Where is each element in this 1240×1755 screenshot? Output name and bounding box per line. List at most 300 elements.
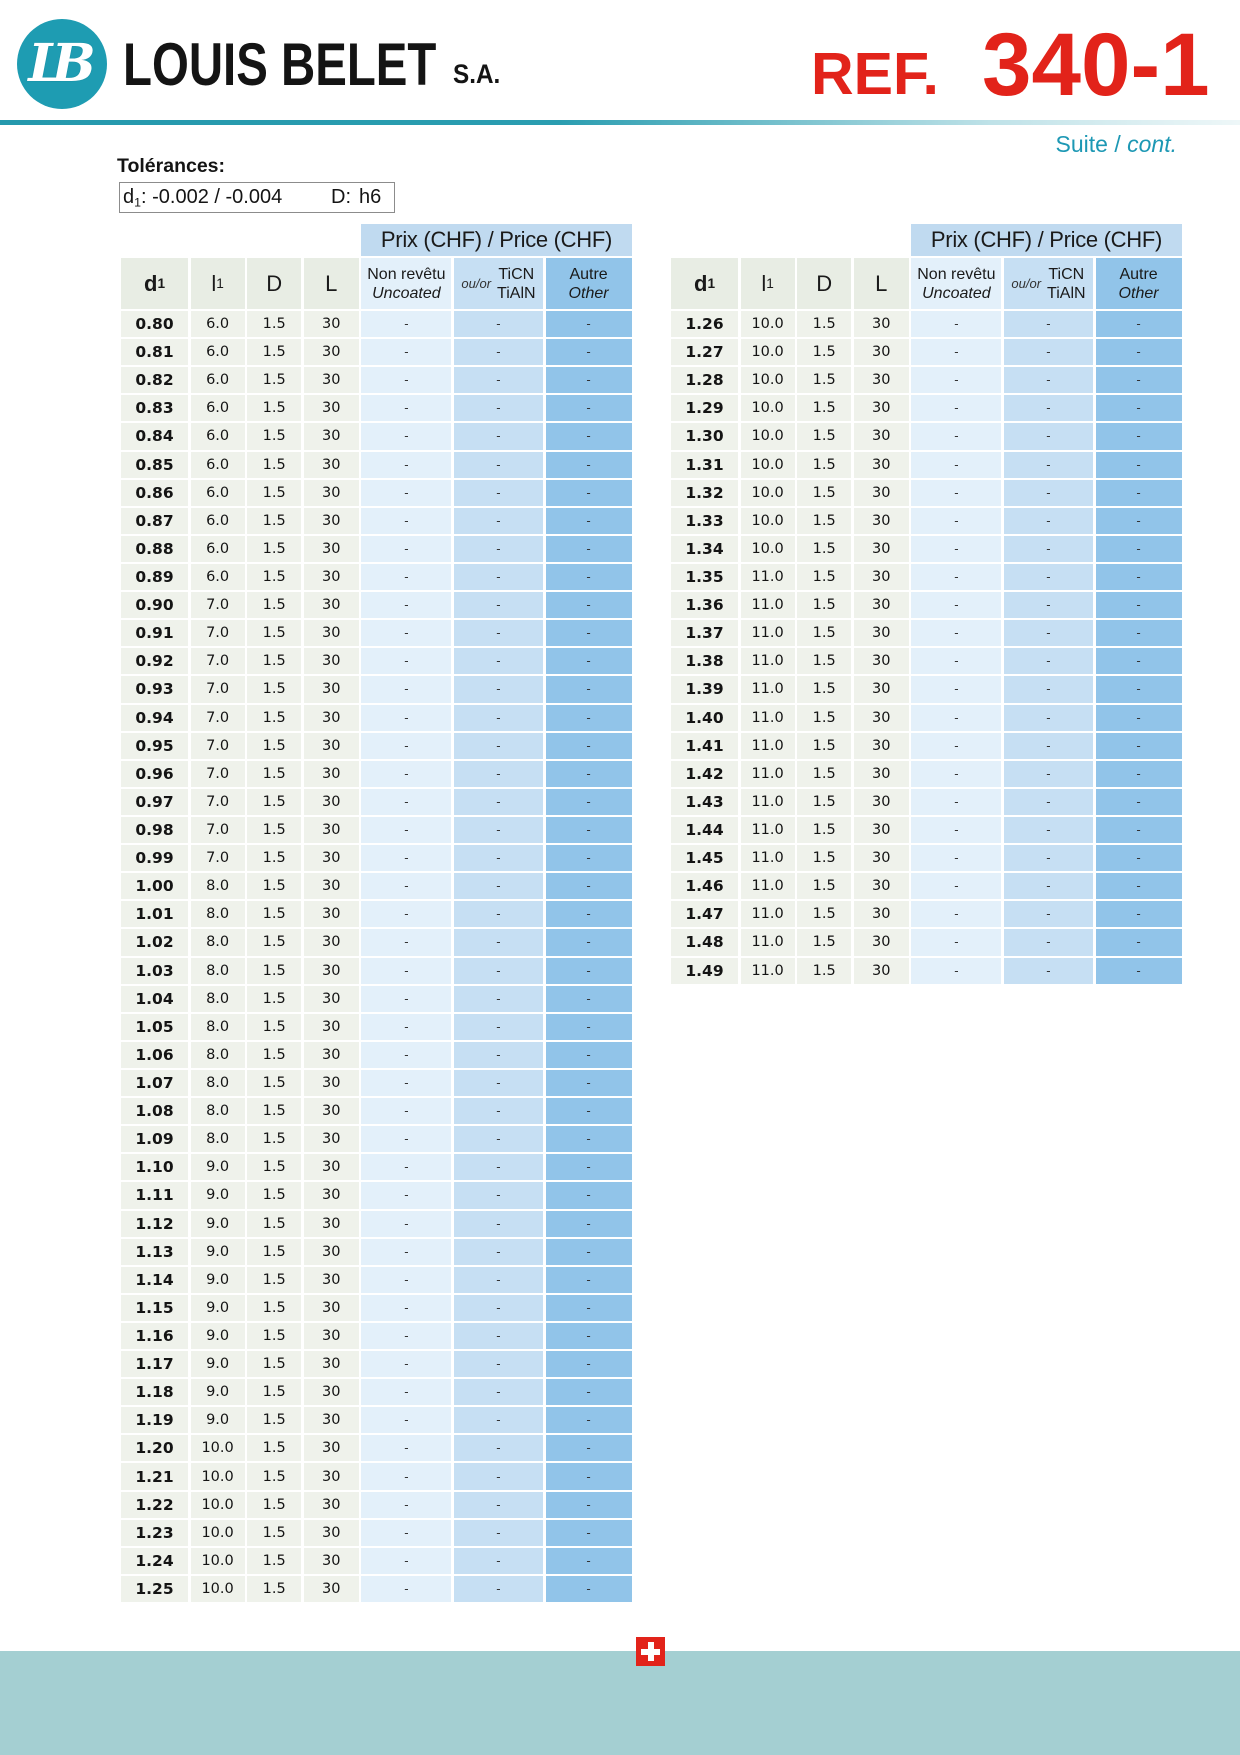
L-cell: 30 [304, 592, 359, 618]
L-cell: 30 [854, 536, 909, 562]
column-header-other [546, 258, 632, 309]
price-other-cell: - [1096, 592, 1182, 618]
price-other-cell: - [1096, 452, 1182, 478]
column-header-coated [454, 258, 543, 309]
table-row [671, 423, 1182, 449]
other-label-fr: Autre [1119, 265, 1158, 283]
table-row [121, 901, 632, 927]
price-uncoated-cell: - [361, 733, 451, 759]
price-other-cell: - [546, 311, 632, 337]
l1-cell: 8.0 [191, 1070, 245, 1096]
price-other-cell: - [546, 1239, 632, 1265]
L-cell: 30 [304, 1463, 359, 1489]
table-row [121, 564, 632, 590]
table-row [121, 1576, 632, 1602]
continuation-en: cont. [1127, 131, 1177, 157]
other-label-en: Other [1118, 284, 1159, 302]
price-other-cell: - [1096, 733, 1182, 759]
price-other-cell: - [546, 986, 632, 1012]
L-cell: 30 [304, 1267, 359, 1293]
table-row [121, 395, 632, 421]
L-cell: 30 [854, 452, 909, 478]
D-cell: 1.5 [247, 1407, 301, 1433]
L-cell: 30 [854, 845, 909, 871]
d1-cell: 1.37 [671, 620, 738, 646]
l1-cell: 7.0 [191, 761, 245, 787]
d1-cell: 1.23 [121, 1520, 188, 1546]
d1-cell: 1.30 [671, 423, 738, 449]
price-uncoated-cell: - [361, 1126, 451, 1152]
table-row [671, 564, 1182, 590]
table-row [121, 508, 632, 534]
l1-cell: 9.0 [191, 1323, 245, 1349]
price-uncoated-cell: - [361, 958, 451, 984]
continuation-fr: Suite [1055, 131, 1108, 157]
price-other-cell: - [1096, 705, 1182, 731]
or-label: ou/or [1011, 276, 1042, 291]
D-cell: 1.5 [247, 1014, 301, 1040]
price-other-cell: - [1096, 423, 1182, 449]
d1-cell: 0.80 [121, 311, 188, 337]
L-cell: 30 [304, 986, 359, 1012]
D-cell: 1.5 [247, 423, 301, 449]
price-coated-cell: - [454, 705, 543, 731]
L-cell: 30 [304, 423, 359, 449]
price-other-cell: - [546, 1042, 632, 1068]
price-coated-cell: - [454, 367, 543, 393]
price-uncoated-cell: - [911, 733, 1001, 759]
d1-cell: 1.04 [121, 986, 188, 1012]
price-other-cell: - [546, 1211, 632, 1237]
price-coated-cell: - [454, 845, 543, 871]
price-coated-cell: - [454, 311, 543, 337]
price-coated-cell: - [454, 929, 543, 955]
l1-cell: 10.0 [191, 1520, 245, 1546]
d1-cell: 1.48 [671, 929, 738, 955]
table-row [121, 620, 632, 646]
D-cell: 1.5 [797, 845, 851, 871]
price-other-cell: - [1096, 536, 1182, 562]
d1-cell: 1.05 [121, 1014, 188, 1040]
price-other-cell: - [1096, 508, 1182, 534]
price-coated-cell: - [454, 733, 543, 759]
l1-cell: 8.0 [191, 958, 245, 984]
company-suffix: S.A. [453, 59, 501, 89]
price-other-cell: - [1096, 873, 1182, 899]
other-label-fr: Autre [569, 265, 608, 283]
header-divider [0, 120, 1240, 125]
d1-cell: 1.06 [121, 1042, 188, 1068]
d1-cell: 1.24 [121, 1548, 188, 1574]
table-row [121, 733, 632, 759]
d1-cell: 1.33 [671, 508, 738, 534]
price-coated-cell: - [1004, 395, 1093, 421]
D-cell: 1.5 [247, 873, 301, 899]
price-uncoated-cell: - [361, 1323, 451, 1349]
D-cell: 1.5 [247, 761, 301, 787]
price-other-cell: - [546, 1351, 632, 1377]
D-cell: 1.5 [797, 480, 851, 506]
L-cell: 30 [304, 1126, 359, 1152]
D-cell: 1.5 [247, 1548, 301, 1574]
L-cell: 30 [304, 1379, 359, 1405]
price-other-cell: - [1096, 676, 1182, 702]
D-cell: 1.5 [797, 339, 851, 365]
price-coated-cell: - [1004, 423, 1093, 449]
coating-ticn: TiCN [498, 265, 535, 283]
price-coated-cell: - [454, 620, 543, 646]
d1-cell: 1.25 [121, 1576, 188, 1602]
D-cell: 1.5 [247, 929, 301, 955]
table-row [121, 705, 632, 731]
price-uncoated-cell: - [911, 339, 1001, 365]
d1-cell: 1.43 [671, 789, 738, 815]
table-row [121, 1351, 632, 1377]
d1-cell: 1.46 [671, 873, 738, 899]
price-coated-cell: - [1004, 620, 1093, 646]
l1-cell: 11.0 [741, 733, 795, 759]
table-row [121, 1070, 632, 1096]
l1-cell: 11.0 [741, 817, 795, 843]
price-other-cell: - [1096, 648, 1182, 674]
price-other-cell: - [546, 1407, 632, 1433]
d1-cell: 0.87 [121, 508, 188, 534]
price-coated-cell: - [454, 1267, 543, 1293]
price-other-cell: - [546, 592, 632, 618]
table-row [121, 536, 632, 562]
L-cell: 30 [854, 676, 909, 702]
price-other-cell: - [1096, 367, 1182, 393]
L-cell: 30 [854, 648, 909, 674]
price-uncoated-cell: - [361, 480, 451, 506]
D-cell: 1.5 [797, 452, 851, 478]
table-row [121, 311, 632, 337]
d1-cell: 1.00 [121, 873, 188, 899]
L-cell: 30 [854, 508, 909, 534]
uncoated-label-en: Uncoated [922, 284, 991, 302]
d1-symbol: d [143, 270, 158, 296]
price-other-cell: - [546, 1576, 632, 1602]
L-cell: 30 [304, 536, 359, 562]
table-row [671, 395, 1182, 421]
price-coated-cell: - [1004, 817, 1093, 843]
D-cell: 1.5 [247, 1323, 301, 1349]
price-other-cell: - [546, 1323, 632, 1349]
d1-cell: 1.38 [671, 648, 738, 674]
price-other-cell: - [546, 1295, 632, 1321]
price-other-cell: - [1096, 929, 1182, 955]
d1-cell: 0.97 [121, 789, 188, 815]
price-other-cell: - [546, 339, 632, 365]
price-uncoated-cell: - [911, 395, 1001, 421]
reference-number: 340-1 [982, 14, 1210, 114]
D-cell: 1.5 [247, 311, 301, 337]
table-row [121, 676, 632, 702]
price-coated-cell: - [1004, 901, 1093, 927]
price-uncoated-cell: - [911, 817, 1001, 843]
l1-cell: 8.0 [191, 929, 245, 955]
L-cell: 30 [304, 1211, 359, 1237]
price-coated-cell: - [1004, 958, 1093, 984]
L-cell: 30 [304, 1014, 359, 1040]
d1-cell: 1.22 [121, 1492, 188, 1518]
L-cell: 30 [854, 620, 909, 646]
L-cell: 30 [854, 789, 909, 815]
price-coated-cell: - [454, 901, 543, 927]
price-coated-cell: - [454, 1154, 543, 1180]
table-row [121, 339, 632, 365]
L-cell: 30 [304, 1351, 359, 1377]
price-coated-cell: - [1004, 929, 1093, 955]
price-coated-cell: - [454, 452, 543, 478]
continuation-note [1056, 133, 1177, 156]
table-row [671, 817, 1182, 843]
D-cell: 1.5 [247, 339, 301, 365]
price-coated-cell: - [454, 1379, 543, 1405]
price-coated-cell: - [1004, 536, 1093, 562]
L-cell: 30 [304, 733, 359, 759]
swiss-flag-icon [636, 1637, 665, 1666]
price-uncoated-cell: - [361, 901, 451, 927]
d1-cell: 1.45 [671, 845, 738, 871]
L-cell: 30 [304, 1182, 359, 1208]
price-uncoated-cell: - [361, 817, 451, 843]
l1-cell: 10.0 [191, 1435, 245, 1461]
table-row [671, 339, 1182, 365]
l1-cell: 10.0 [741, 508, 795, 534]
d1-cell: 0.98 [121, 817, 188, 843]
price-coated-cell: - [1004, 873, 1093, 899]
D-cell: 1.5 [247, 1239, 301, 1265]
tolerance-D [331, 183, 381, 212]
table-row [671, 761, 1182, 787]
D-cell: 1.5 [797, 929, 851, 955]
D-cell: 1.5 [797, 705, 851, 731]
price-table-right [671, 224, 1182, 986]
price-uncoated-cell: - [361, 1070, 451, 1096]
price-coated-cell: - [454, 1098, 543, 1124]
D-cell: 1.5 [797, 620, 851, 646]
table-row [671, 676, 1182, 702]
D-cell: 1.5 [247, 986, 301, 1012]
coating-tialn: TiAlN [1047, 284, 1086, 302]
price-uncoated-cell: - [911, 873, 1001, 899]
price-uncoated-cell: - [361, 1295, 451, 1321]
D-cell: 1.5 [247, 620, 301, 646]
D-cell: 1.5 [247, 733, 301, 759]
l1-cell: 8.0 [191, 873, 245, 899]
price-uncoated-cell: - [911, 536, 1001, 562]
L-cell: 30 [304, 1407, 359, 1433]
price-uncoated-cell: - [361, 1182, 451, 1208]
l1-cell: 10.0 [741, 423, 795, 449]
l1-cell: 10.0 [191, 1492, 245, 1518]
price-uncoated-cell: - [361, 1492, 451, 1518]
table-row [671, 452, 1182, 478]
table-body [671, 311, 1182, 984]
price-uncoated-cell: - [911, 311, 1001, 337]
price-other-cell: - [546, 1520, 632, 1546]
price-uncoated-cell: - [911, 648, 1001, 674]
D-cell: 1.5 [797, 395, 851, 421]
table-row [121, 1182, 632, 1208]
L-cell: 30 [304, 1576, 359, 1602]
L-cell: 30 [304, 564, 359, 590]
price-coated-cell: - [1004, 733, 1093, 759]
table-row [121, 1014, 632, 1040]
d1-cell: 0.92 [121, 648, 188, 674]
l1-cell: 7.0 [191, 676, 245, 702]
d1-cell: 1.31 [671, 452, 738, 478]
price-uncoated-cell: - [361, 1098, 451, 1124]
price-coated-cell: - [1004, 676, 1093, 702]
L-cell: 30 [854, 480, 909, 506]
D-cell: 1.5 [247, 508, 301, 534]
table-row [121, 592, 632, 618]
L-cell: 30 [854, 705, 909, 731]
l1-cell: 6.0 [191, 452, 245, 478]
or-label: ou/or [461, 276, 492, 291]
d1-cell: 1.28 [671, 367, 738, 393]
table-row [671, 648, 1182, 674]
l1-cell: 11.0 [741, 761, 795, 787]
table-row [671, 367, 1182, 393]
D-cell: 1.5 [247, 1126, 301, 1152]
price-uncoated-cell: - [361, 705, 451, 731]
L-cell: 30 [304, 1070, 359, 1096]
price-uncoated-cell: - [911, 564, 1001, 590]
price-other-cell: - [546, 873, 632, 899]
logo-monogram: LB [28, 33, 83, 94]
table-row [121, 1042, 632, 1068]
price-coated-cell: - [454, 817, 543, 843]
table-row [121, 789, 632, 815]
L-cell: 30 [304, 845, 359, 871]
L-cell: 30 [304, 480, 359, 506]
l1-cell: 10.0 [741, 452, 795, 478]
price-other-cell: - [1096, 564, 1182, 590]
price-coated-cell: - [454, 1042, 543, 1068]
price-other-cell: - [546, 367, 632, 393]
price-other-cell: - [546, 733, 632, 759]
price-uncoated-cell: - [361, 1154, 451, 1180]
table-row [671, 311, 1182, 337]
price-uncoated-cell: - [911, 592, 1001, 618]
L-cell: 30 [304, 1323, 359, 1349]
price-coated-cell: - [454, 423, 543, 449]
l1-cell: 11.0 [741, 676, 795, 702]
table-row [121, 1267, 632, 1293]
D-cell: 1.5 [247, 817, 301, 843]
l1-cell: 11.0 [741, 705, 795, 731]
D-cell: 1.5 [797, 676, 851, 702]
d1-cell: 0.82 [121, 367, 188, 393]
d1-cell: 1.12 [121, 1211, 188, 1237]
table-row [121, 761, 632, 787]
price-other-cell: - [546, 1098, 632, 1124]
price-coated-cell: - [454, 1323, 543, 1349]
D-cell: 1.5 [797, 789, 851, 815]
reference-prefix: REF. [811, 41, 939, 107]
d1-cell: 0.94 [121, 705, 188, 731]
L-cell: 30 [854, 423, 909, 449]
price-other-cell: - [546, 564, 632, 590]
price-coated-cell: - [454, 873, 543, 899]
company-logo [17, 19, 107, 109]
price-uncoated-cell: - [911, 423, 1001, 449]
d1-cell: 1.19 [121, 1407, 188, 1433]
l1-cell: 7.0 [191, 789, 245, 815]
price-coated-cell: - [454, 1239, 543, 1265]
price-uncoated-cell: - [361, 423, 451, 449]
l1-cell: 11.0 [741, 592, 795, 618]
price-coated-cell: - [454, 1126, 543, 1152]
price-uncoated-cell: - [911, 452, 1001, 478]
price-other-cell: - [546, 480, 632, 506]
l1-cell: 8.0 [191, 1098, 245, 1124]
D-cell: 1.5 [797, 367, 851, 393]
price-other-cell: - [1096, 395, 1182, 421]
table-row [121, 817, 632, 843]
l1-symbol: l [761, 270, 767, 296]
L-cell: 30 [304, 1098, 359, 1124]
table-row [121, 1379, 632, 1405]
d1-cell: 1.44 [671, 817, 738, 843]
L-cell: 30 [304, 1154, 359, 1180]
price-uncoated-cell: - [911, 480, 1001, 506]
column-header-row [121, 258, 632, 309]
D-cell: 1.5 [797, 901, 851, 927]
price-uncoated-cell: - [911, 508, 1001, 534]
L-cell: 30 [854, 733, 909, 759]
D-cell: 1.5 [247, 395, 301, 421]
d1-cell: 1.29 [671, 395, 738, 421]
table-row [121, 648, 632, 674]
D-cell: 1.5 [247, 676, 301, 702]
l1-cell: 8.0 [191, 901, 245, 927]
price-coated-cell: - [1004, 367, 1093, 393]
price-other-cell: - [1096, 901, 1182, 927]
l1-cell: 10.0 [741, 339, 795, 365]
price-other-cell: - [1096, 817, 1182, 843]
price-uncoated-cell: - [911, 676, 1001, 702]
price-other-cell: - [546, 1126, 632, 1152]
price-uncoated-cell: - [911, 789, 1001, 815]
table-row [121, 367, 632, 393]
L-cell: 30 [304, 395, 359, 421]
l1-cell: 9.0 [191, 1407, 245, 1433]
l1-cell: 7.0 [191, 705, 245, 731]
price-other-cell: - [546, 1463, 632, 1489]
l1-cell: 7.0 [191, 648, 245, 674]
price-uncoated-cell: - [361, 452, 451, 478]
table-row [121, 1098, 632, 1124]
uncoated-label-fr: Non revêtu [917, 265, 996, 283]
price-uncoated-cell: - [361, 986, 451, 1012]
table-row [121, 452, 632, 478]
l1-cell: 10.0 [191, 1548, 245, 1574]
D-cell: 1.5 [247, 1267, 301, 1293]
d1-cell: 0.85 [121, 452, 188, 478]
price-other-cell: - [546, 1548, 632, 1574]
price-coated-cell: - [454, 1520, 543, 1546]
D-cell: 1.5 [247, 592, 301, 618]
column-header-l1: l 1 [741, 258, 795, 309]
D-cell: 1.5 [247, 1520, 301, 1546]
table-body [121, 311, 632, 1602]
table-row [671, 480, 1182, 506]
d1-cell: 0.93 [121, 676, 188, 702]
